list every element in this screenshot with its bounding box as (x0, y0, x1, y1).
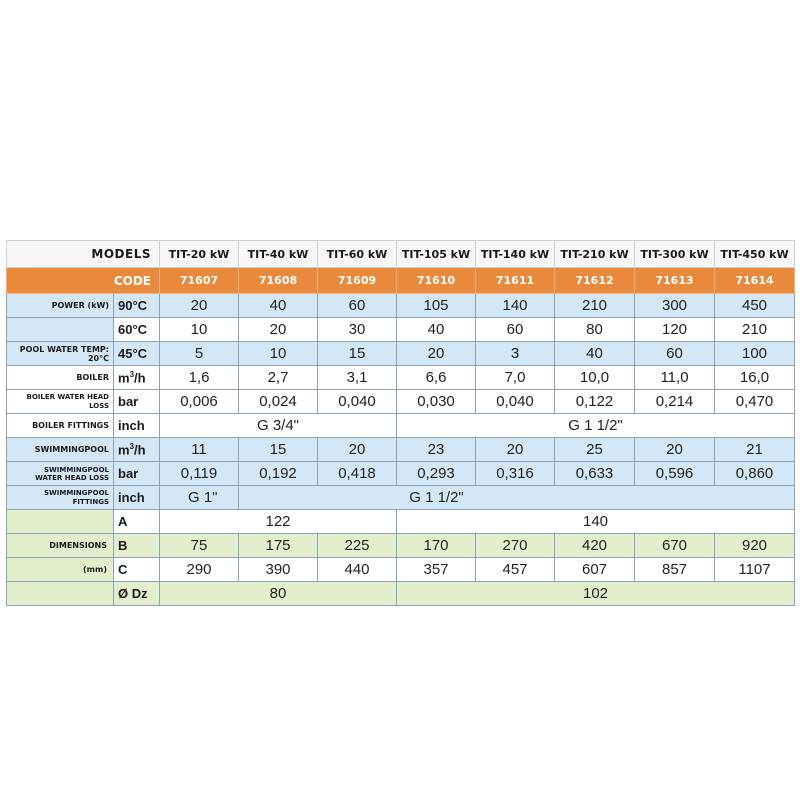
table-cell: 20 (476, 438, 555, 462)
table-cell: 80 (160, 582, 397, 606)
table-cell: 210 (715, 318, 795, 342)
code-row (7, 268, 795, 294)
pool-temp-label: POOL WATER TEMP: 20°C (7, 342, 114, 366)
table-cell: 30 (318, 318, 397, 342)
model-name: TIT-20 kW (160, 241, 239, 268)
power-unit-45: 45°C (114, 342, 160, 366)
table-cell: 357 (397, 558, 476, 582)
models-row (7, 241, 795, 268)
table-cell: 175 (239, 534, 318, 558)
model-name: TIT-60 kW (318, 241, 397, 268)
swimmingpool-head-loss-unit: bar (114, 462, 160, 486)
spec-table-container (6, 240, 794, 606)
power-45-row (7, 342, 795, 366)
swimmingpool-row (7, 438, 795, 462)
table-cell: 40 (555, 342, 635, 366)
model-name: TIT-140 kW (476, 241, 555, 268)
table-cell: 6,6 (397, 366, 476, 390)
table-cell: 3,1 (318, 366, 397, 390)
swimmingpool-fittings-row (7, 486, 795, 510)
table-cell: G 1 1/2" (239, 486, 795, 510)
table-cell: 1107 (715, 558, 795, 582)
table-cell: G 3/4" (160, 414, 397, 438)
table-cell: 80 (555, 318, 635, 342)
model-name: TIT-105 kW (397, 241, 476, 268)
swimmingpool-head-loss-row (7, 462, 795, 486)
table-cell: 7,0 (476, 366, 555, 390)
table-cell: 140 (397, 510, 795, 534)
table-cell: 225 (318, 534, 397, 558)
table-cell: 857 (635, 558, 715, 582)
table-cell: 170 (397, 534, 476, 558)
dimension-b-unit: B (114, 534, 160, 558)
table-cell: 23 (397, 438, 476, 462)
table-cell: 15 (239, 438, 318, 462)
boiler-fittings-row (7, 414, 795, 438)
boiler-head-loss-label: BOILER WATER HEAD LOSS (7, 390, 114, 414)
dimensions-label-blank (7, 510, 114, 534)
table-cell: 3 (476, 342, 555, 366)
table-cell: 0,122 (555, 390, 635, 414)
model-code: 71611 (476, 268, 555, 294)
dimension-c-row (7, 558, 795, 582)
table-cell: 390 (239, 558, 318, 582)
dimensions-label-blank (7, 582, 114, 606)
table-cell: 0,596 (635, 462, 715, 486)
power-unit-60: 60°C (114, 318, 160, 342)
model-name: TIT-40 kW (239, 241, 318, 268)
table-cell: 25 (555, 438, 635, 462)
table-cell: 0,860 (715, 462, 795, 486)
dimension-b-row (7, 534, 795, 558)
table-cell: 105 (397, 294, 476, 318)
table-cell: 457 (476, 558, 555, 582)
table-cell: 300 (635, 294, 715, 318)
table-cell: 20 (397, 342, 476, 366)
table-cell: 0,470 (715, 390, 795, 414)
power-label: POWER (kW) (7, 294, 114, 318)
model-code: 71608 (239, 268, 318, 294)
boiler-unit: $m^3/h$ (114, 366, 160, 390)
model-name: TIT-450 kW (715, 241, 795, 268)
code-label: CODE (7, 268, 160, 294)
table-cell: 0,006 (160, 390, 239, 414)
table-cell: 10,0 (555, 366, 635, 390)
table-cell: 20 (239, 318, 318, 342)
table-cell: G 1" (160, 486, 239, 510)
table-cell: 0,293 (397, 462, 476, 486)
boiler-fittings-unit: inch (114, 414, 160, 438)
dimensions-label: DIMENSIONS (7, 534, 114, 558)
table-cell: 0,316 (476, 462, 555, 486)
table-cell: 10 (239, 342, 318, 366)
table-cell: 11,0 (635, 366, 715, 390)
table-cell: 40 (397, 318, 476, 342)
swimmingpool-label: SWIMMINGPOOL (7, 438, 114, 462)
table-cell: 75 (160, 534, 239, 558)
dimension-dz-row (7, 582, 795, 606)
swimmingpool-unit: $m^3/h$ (114, 438, 160, 462)
table-cell: 0,030 (397, 390, 476, 414)
power-unit-90: 90°C (114, 294, 160, 318)
table-cell: 0,040 (318, 390, 397, 414)
table-cell: 20 (635, 438, 715, 462)
table-cell: 0,024 (239, 390, 318, 414)
model-code: 71607 (160, 268, 239, 294)
table-cell: 920 (715, 534, 795, 558)
table-cell: 0,192 (239, 462, 318, 486)
table-cell: 1,6 (160, 366, 239, 390)
table-cell: 11 (160, 438, 239, 462)
models-label: MODELS (7, 241, 160, 268)
table-cell: 270 (476, 534, 555, 558)
table-cell: 120 (635, 318, 715, 342)
table-cell: 0,119 (160, 462, 239, 486)
table-cell: 40 (239, 294, 318, 318)
dimensions-unit-label: (mm) (7, 558, 114, 582)
table-cell: 450 (715, 294, 795, 318)
boiler-label: BOILER (7, 366, 114, 390)
dimension-c-unit: C (114, 558, 160, 582)
table-cell: 100 (715, 342, 795, 366)
table-cell: 420 (555, 534, 635, 558)
dimension-a-unit: A (114, 510, 160, 534)
table-cell: 5 (160, 342, 239, 366)
table-cell: 10 (160, 318, 239, 342)
boiler-head-loss-row (7, 390, 795, 414)
table-cell: 0,418 (318, 462, 397, 486)
boiler-row (7, 366, 795, 390)
model-name: TIT-210 kW (555, 241, 635, 268)
table-cell: 440 (318, 558, 397, 582)
dimension-dz-unit: Ø Dz (114, 582, 160, 606)
table-cell: 15 (318, 342, 397, 366)
model-code: 71613 (635, 268, 715, 294)
table-cell: 0,214 (635, 390, 715, 414)
table-cell: 60 (476, 318, 555, 342)
power-60-row (7, 318, 795, 342)
model-name: TIT-300 kW (635, 241, 715, 268)
table-cell: 0,040 (476, 390, 555, 414)
table-cell: 20 (318, 438, 397, 462)
table-cell: 16,0 (715, 366, 795, 390)
swimmingpool-fittings-label: SWIMMINGPOOL FITTINGS (7, 486, 114, 510)
dimension-a-row (7, 510, 795, 534)
table-cell: 60 (318, 294, 397, 318)
power-90-row (7, 294, 795, 318)
table-cell: 0,633 (555, 462, 635, 486)
boiler-fittings-label: BOILER FITTINGS (7, 414, 114, 438)
swimmingpool-head-loss-label: SWIMMINGPOOL WATER HEAD LOSS (7, 462, 114, 486)
table-cell: 20 (160, 294, 239, 318)
table-cell: 670 (635, 534, 715, 558)
table-cell: 290 (160, 558, 239, 582)
spec-table (6, 240, 795, 606)
model-code: 71614 (715, 268, 795, 294)
table-cell: 21 (715, 438, 795, 462)
swimmingpool-fittings-unit: inch (114, 486, 160, 510)
table-cell: 60 (635, 342, 715, 366)
model-code: 71612 (555, 268, 635, 294)
table-cell: 140 (476, 294, 555, 318)
table-cell: 122 (160, 510, 397, 534)
table-cell: G 1 1/2" (397, 414, 795, 438)
power-label-blank (7, 318, 114, 342)
table-cell: 607 (555, 558, 635, 582)
table-cell: 210 (555, 294, 635, 318)
table-cell: 2,7 (239, 366, 318, 390)
table-cell: 102 (397, 582, 795, 606)
model-code: 71609 (318, 268, 397, 294)
model-code: 71610 (397, 268, 476, 294)
boiler-head-loss-unit: bar (114, 390, 160, 414)
